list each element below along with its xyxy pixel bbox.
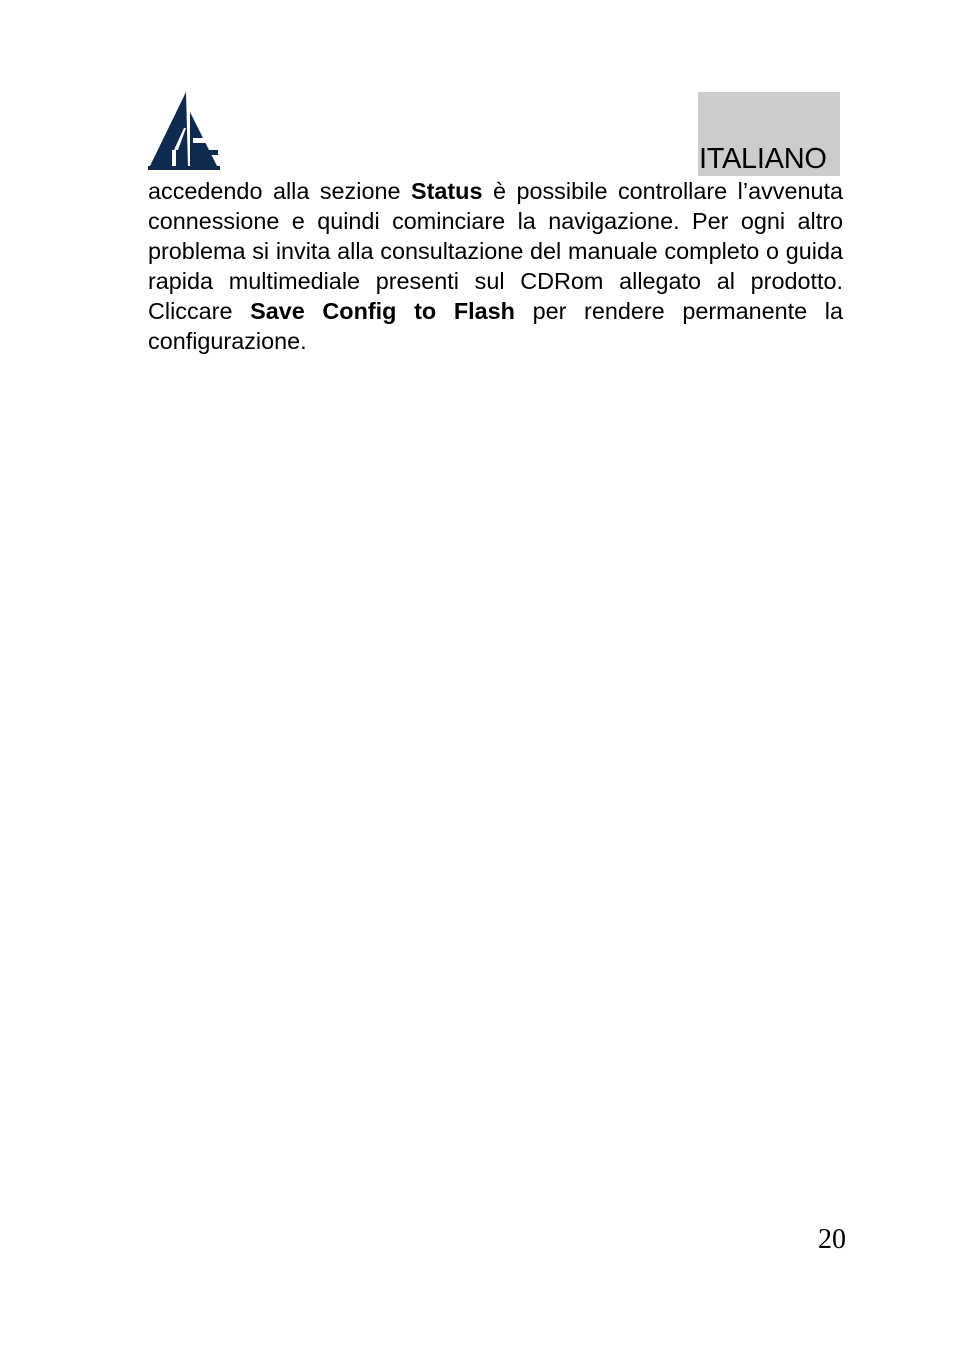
body-paragraph (148, 176, 843, 356)
status-keyword: Status (410, 178, 483, 204)
save-config-keyword: Save Config to Flash (250, 298, 515, 324)
paragraph-text: è possibile controllare l’avvenuta connessione e quindi cominciare la navigazione. Per ogni altro problema si invita alla consultazione del manuale completo o guida rapida multimediale presenti sul CDRom allegato al prodotto. Cliccare (148, 178, 843, 324)
sailboat-logo-icon (148, 92, 220, 170)
language-label: ITALIANO (699, 143, 827, 175)
atlantis-logo-icon (148, 92, 220, 170)
paragraph-text: per rendere permanente la configurazione. (148, 298, 844, 354)
page-number: 20 (818, 1224, 846, 1255)
paragraph-text: accedendo alla sezione (148, 178, 411, 204)
language-badge (698, 92, 840, 176)
